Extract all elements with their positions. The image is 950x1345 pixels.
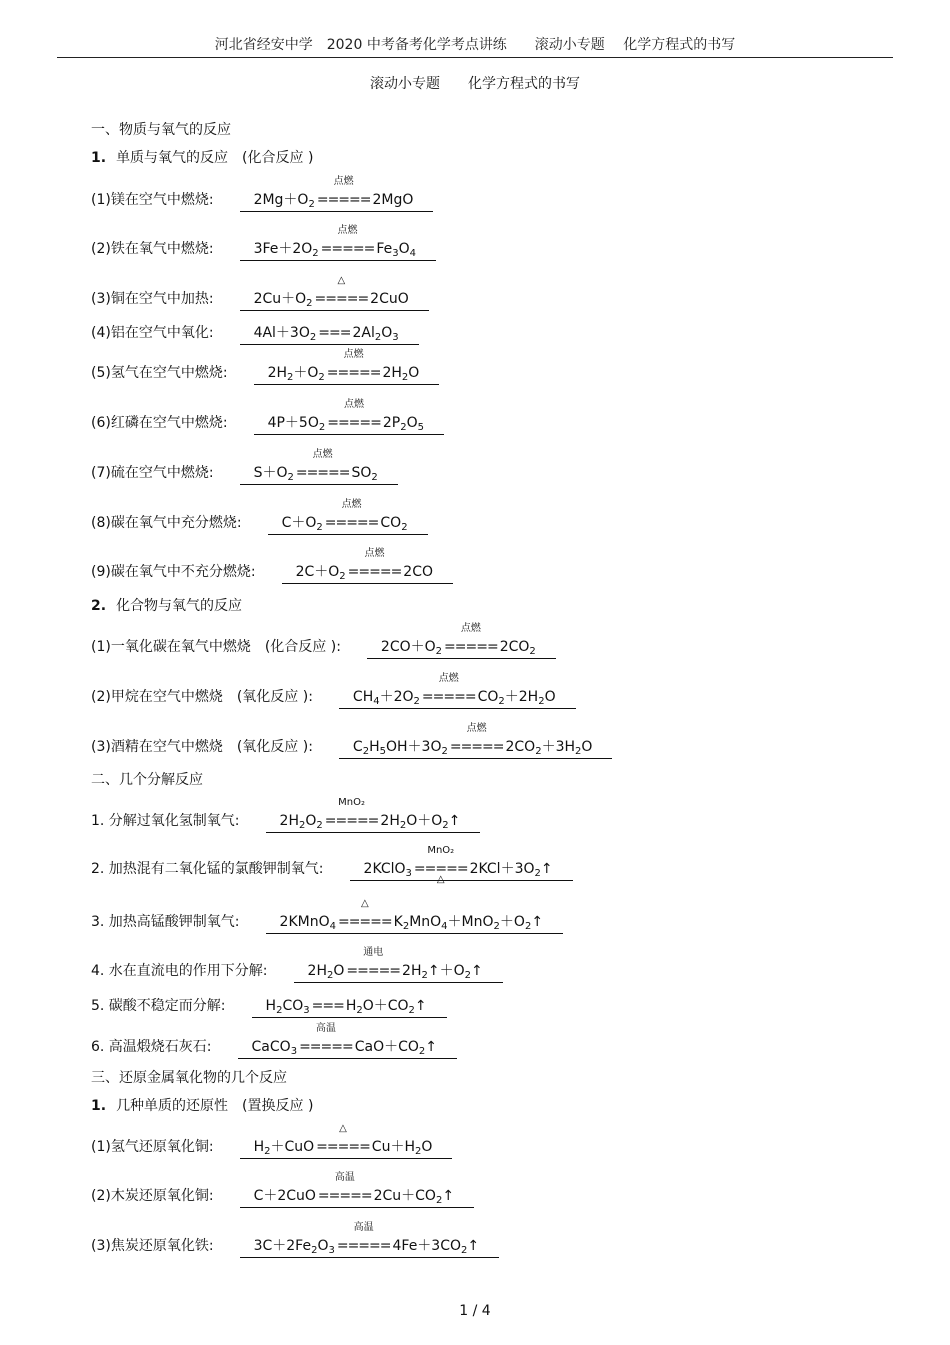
formula-text: ↑ [425, 1039, 437, 1055]
formula-text: 2CO [505, 739, 536, 755]
equals-sign: ===== [346, 963, 401, 979]
answer-equation [254, 399, 444, 435]
answer-equation [254, 349, 440, 385]
equation-item [91, 723, 612, 759]
equation-item [91, 1023, 457, 1059]
formula-text: H [345, 998, 357, 1014]
formula-text: H [369, 739, 380, 755]
formula-text: 2H [267, 365, 287, 381]
formula-text: ＋O [293, 365, 319, 381]
equation-item [91, 845, 573, 885]
subscript: 2 [374, 332, 382, 343]
subsection-number: 1. [91, 1098, 107, 1114]
formula-text: ↑ [540, 861, 553, 877]
section-heading [91, 771, 203, 789]
formula-text: SO [351, 465, 372, 481]
reaction-condition [315, 176, 373, 209]
question-prompt: 2. 加热混有二氧化锰的氯酸钾制氧气: [91, 861, 324, 877]
answer-equation [240, 1172, 474, 1208]
subscript: 2 [493, 921, 500, 932]
formula-text: 2CO＋O [380, 639, 436, 655]
formula-text: CO [282, 998, 304, 1014]
equation-item [91, 275, 429, 311]
subscript: 2 [311, 1245, 318, 1256]
question-prompt: 1. 分解过氧化氢制氧气: [91, 813, 240, 829]
formula-text: 2P [382, 415, 401, 431]
answer-equation [240, 225, 436, 261]
condition-label: MnO₂ [338, 797, 365, 808]
question-prompt: (1)氢气还原氧化铜: [91, 1139, 214, 1155]
subscript: 3 [328, 1245, 335, 1256]
answer-equation [268, 499, 428, 535]
reaction-condition [442, 623, 500, 656]
subscript: 2 [306, 298, 313, 309]
reaction-condition [344, 947, 402, 980]
answer-equation [238, 1023, 457, 1059]
reaction-condition [448, 723, 506, 756]
subsection-heading [91, 149, 313, 167]
subscript: 2 [413, 696, 420, 707]
subscript: 2 [534, 868, 541, 879]
condition-label: 点燃 [344, 399, 365, 410]
subsection-number: 1. [91, 150, 107, 166]
subsection-label: 单质与氧气的反应 (化合反应 ) [116, 150, 314, 166]
section-label: 二、几个分解反应 [91, 772, 203, 788]
subscript: 2 [308, 199, 315, 210]
equals-sign: ===== [320, 241, 375, 257]
reaction-condition [336, 898, 394, 931]
subscript: 2 [402, 921, 410, 932]
formula-text: 2KMnO [279, 914, 330, 930]
formula-text: 2KCl＋3O [469, 861, 535, 877]
equation-item [91, 399, 444, 435]
question-prompt: 4. 水在直流电的作用下分解: [91, 963, 268, 979]
formula-text: O＋O [406, 813, 443, 829]
subscript: 4 [373, 696, 380, 707]
subscript: 2 [316, 820, 323, 831]
formula-text: ＋2H [504, 689, 539, 705]
equation-item [91, 324, 419, 345]
subscript: 2 [538, 696, 545, 707]
formula-text: O＋CO [362, 998, 409, 1014]
subscript: 2 [339, 571, 346, 582]
subscript: 2 [362, 746, 370, 757]
question-prompt: (2)木炭还原氧化铜: [91, 1188, 214, 1204]
question-prompt: (2)甲烷在空气中燃烧 (氧化反应 ): [91, 689, 313, 705]
subsection-label: 几种单质的还原性 (置换反应 ) [116, 1098, 314, 1114]
formula-text: ↑ [448, 813, 461, 829]
subscript: 2 [408, 1005, 415, 1016]
formula-text: OH＋3O [385, 739, 442, 755]
subscript: 2 [401, 372, 409, 383]
condition-label: 点燃 [337, 225, 358, 236]
formula-text: H [265, 998, 277, 1014]
equals-sign: ===== [316, 1139, 370, 1155]
formula-text: ＋O [499, 914, 525, 930]
answer-equation [339, 673, 576, 709]
equation-item [91, 797, 480, 833]
equals-sign: ===== [449, 739, 504, 755]
answer-equation [282, 548, 453, 584]
subscript: 5 [379, 746, 386, 757]
reaction-condition [313, 275, 371, 308]
answer-equation [240, 324, 419, 345]
formula-text: CH [352, 689, 374, 705]
formula-text: O [581, 739, 593, 755]
reaction-condition [412, 845, 470, 885]
equation-item [91, 673, 576, 709]
condition-label: 点燃 [438, 673, 459, 684]
formula-text: 4P＋5O [267, 415, 319, 431]
equals-sign: === [311, 998, 344, 1014]
subscript: 4 [329, 921, 336, 932]
equals-sign: ===== [299, 1039, 353, 1055]
section-label: 一、物质与氧气的反应 [91, 122, 231, 138]
formula-text: ＋CuO [270, 1139, 315, 1155]
formula-text: 2KClO [363, 861, 406, 877]
equals-sign: ===== [336, 1238, 391, 1254]
formula-text: CO [380, 515, 402, 531]
equals-sign: ===== [316, 192, 371, 208]
header-rule [57, 57, 893, 58]
question-prompt: (2)铁在氧气中燃烧: [91, 241, 214, 257]
subscript: 2 [535, 746, 542, 757]
equals-sign: ===== [314, 291, 369, 307]
subscript: 3 [405, 868, 412, 879]
answer-equation [294, 947, 503, 983]
subscript: 2 [418, 1046, 426, 1057]
formula-text: 2H [380, 813, 400, 829]
equals-sign: ===== [317, 1188, 372, 1204]
equation-item [91, 176, 433, 212]
formula-text: 2CO [403, 564, 433, 580]
equals-sign: ===== [444, 639, 498, 655]
formula-text: ↑ [414, 998, 427, 1014]
reaction-condition [323, 797, 381, 830]
condition-label: △ [337, 275, 346, 286]
formula-text: O [317, 1238, 329, 1254]
answer-equation [350, 845, 573, 885]
equation-item [91, 548, 453, 584]
subscript: 2 [421, 970, 428, 981]
formula-text: 2H [382, 365, 402, 381]
formula-text: C [352, 739, 363, 755]
equation-item [91, 225, 436, 261]
question-prompt: 6. 高温煅烧石灰石: [91, 1039, 212, 1055]
subscript: 2 [401, 522, 408, 533]
question-prompt: (7)硫在空气中燃烧: [91, 465, 214, 481]
question-prompt: (8)碳在氧气中充分燃烧: [91, 515, 242, 531]
formula-text: 2Cu＋O [253, 291, 307, 307]
formula-text: O [421, 1139, 433, 1155]
subscript: 2 [316, 522, 323, 533]
formula-text: 4Fe＋3CO [392, 1238, 462, 1254]
formula-text: Cu＋H [371, 1139, 415, 1155]
subsection-heading [91, 1097, 313, 1115]
subsection-label: 化合物与氧气的反应 [116, 598, 243, 614]
condition-label: MnO₂ [427, 845, 455, 856]
subscript: 2 [498, 696, 505, 707]
condition-label: △ [339, 1123, 347, 1134]
equation-item [91, 1172, 474, 1208]
subscript: 2 [435, 1195, 443, 1206]
formula-text: 2Cu＋CO [373, 1188, 436, 1204]
subscript: 3 [290, 1046, 298, 1057]
formula-text: Fe [376, 241, 393, 257]
reaction-condition [319, 225, 377, 258]
formula-text: S＋O [253, 465, 288, 481]
subscript: 2 [399, 820, 407, 831]
formula-text: O [381, 325, 393, 341]
equals-sign: ===== [347, 564, 402, 580]
subscript: 2 [442, 820, 449, 831]
formula-text: 4Al＋3O [253, 325, 310, 341]
question-prompt: (4)铝在空气中氧化: [91, 325, 214, 341]
formula-text: 2H [307, 963, 327, 979]
condition-label: 点燃 [341, 499, 362, 510]
formula-text: 2MgO [372, 192, 414, 208]
formula-text: C＋O [281, 515, 317, 531]
answer-equation [240, 449, 398, 485]
equals-sign: ===== [421, 689, 476, 705]
equation-item [91, 449, 398, 485]
condition-label-below: △ [436, 874, 445, 885]
formula-text: 2CO [499, 639, 530, 655]
question-prompt: (9)碳在氧气中不充分燃烧: [91, 564, 256, 580]
subsection-number: 2. [91, 598, 107, 614]
formula-text: 2Al [352, 325, 375, 341]
equation-item [91, 499, 428, 535]
equation-item [91, 1222, 499, 1258]
subscript: 2 [524, 921, 532, 932]
subscript: 2 [400, 422, 407, 433]
condition-label: 点燃 [333, 176, 354, 187]
answer-equation [252, 997, 447, 1018]
subscript: 2 [326, 970, 334, 981]
document-title: 滚动小专题 化学方程式的书写 [370, 76, 580, 92]
equation-item [91, 947, 503, 983]
subscript: 2 [318, 422, 326, 433]
condition-label: △ [360, 898, 369, 909]
subscript: 2 [461, 1245, 468, 1256]
formula-text: CO [477, 689, 499, 705]
formula-text: O [333, 963, 345, 979]
section-heading [91, 1069, 287, 1087]
formula-text: H [253, 1139, 265, 1155]
subscript: 2 [529, 646, 536, 657]
subscript: 4 [409, 248, 417, 259]
question-prompt: (5)氢气在空气中燃烧: [91, 365, 228, 381]
formula-text: O [406, 415, 418, 431]
equation-item [91, 623, 556, 659]
formula-text: ↑ [467, 1238, 480, 1254]
subscript: 2 [276, 1005, 283, 1016]
formula-text: 2C＋O [295, 564, 340, 580]
answer-equation [339, 723, 613, 759]
equals-sign: ===== [324, 515, 379, 531]
formula-text: 2H [279, 813, 299, 829]
page-number: 1 / 4 [459, 1303, 491, 1319]
formula-text: ↑＋O [427, 963, 465, 979]
equals-sign: ===== [327, 415, 381, 431]
subscript: 2 [312, 248, 319, 259]
reaction-condition [316, 324, 352, 342]
subscript: 3 [392, 248, 399, 259]
section-heading [91, 121, 231, 139]
answer-equation [240, 1123, 453, 1159]
question-prompt: (1)镁在空气中燃烧: [91, 192, 214, 208]
formula-text: O [305, 813, 317, 829]
subscript: 2 [435, 646, 443, 657]
reaction-condition [316, 1172, 374, 1205]
formula-text: CaCO [251, 1039, 291, 1055]
subscript: 3 [303, 1005, 310, 1016]
condition-label: 高温 [353, 1222, 374, 1233]
condition-label: 点燃 [466, 723, 487, 734]
reaction-condition [323, 499, 381, 532]
formula-text: MnO [409, 914, 442, 930]
question-prompt: (1)一氧化碳在氧气中燃烧 (化合反应 ): [91, 639, 341, 655]
answer-equation [367, 623, 556, 659]
question-prompt: 3. 加热高锰酸钾制氧气: [91, 914, 240, 930]
answer-equation [266, 797, 481, 833]
reaction-condition [335, 1222, 393, 1255]
formula-text: O [398, 241, 410, 257]
reaction-condition [325, 399, 383, 432]
formula-text: K [393, 914, 403, 930]
answer-equation [240, 176, 434, 212]
subscript: 2 [575, 746, 582, 757]
equation-item [91, 349, 439, 385]
equals-sign: ===== [413, 861, 468, 877]
formula-text: CaO＋CO [354, 1039, 419, 1055]
condition-label: 点燃 [460, 623, 481, 634]
subscript: 2 [414, 1146, 422, 1157]
formula-text: C＋2CuO [253, 1188, 316, 1204]
formula-text: 2CuO [370, 291, 409, 307]
answer-equation [266, 898, 564, 934]
subscript: 2 [318, 372, 325, 383]
equation-item [91, 1123, 452, 1159]
subsection-heading [91, 597, 242, 615]
question-prompt: (3)酒精在空气中燃烧 (氧化反应 ): [91, 739, 313, 755]
reaction-condition [325, 349, 383, 382]
answer-equation [240, 275, 429, 311]
formula-text: O [544, 689, 556, 705]
subscript: 5 [417, 422, 425, 433]
reaction-condition [420, 673, 478, 706]
page-header: 河北省经安中学 2020 中考备考化学考点讲练 滚动小专题 化学方程式的书写 [214, 37, 736, 53]
formula-text: ↑ [442, 1188, 455, 1204]
condition-label: 点燃 [364, 548, 385, 559]
formula-text: 3Fe＋2O [253, 241, 313, 257]
formula-text: 2Mg＋O [253, 192, 309, 208]
condition-label: 通电 [363, 947, 384, 958]
reaction-condition [314, 1123, 372, 1156]
reaction-condition [297, 1023, 355, 1056]
section-label: 三、还原金属氧化物的几个反应 [91, 1070, 287, 1086]
reaction-condition [346, 548, 404, 581]
subscript: 2 [371, 472, 378, 483]
condition-label: 点燃 [343, 349, 364, 360]
subscript: 3 [392, 332, 399, 343]
equals-sign: ===== [324, 813, 379, 829]
subscript: 2 [309, 332, 317, 343]
equation-item [91, 898, 563, 934]
formula-text: O [408, 365, 420, 381]
equals-sign: === [318, 325, 351, 341]
condition-label: 高温 [315, 1023, 336, 1034]
reaction-condition [294, 449, 352, 482]
formula-text: ↑ [470, 963, 483, 979]
condition-label: 高温 [334, 1172, 355, 1183]
subscript: 2 [356, 1005, 363, 1016]
formula-text: ↑ [531, 914, 544, 930]
equals-sign: ===== [326, 365, 381, 381]
answer-equation [240, 1222, 500, 1258]
subscript: 2 [298, 820, 306, 831]
equals-sign: ===== [337, 914, 392, 930]
subscript: 2 [264, 1146, 271, 1157]
equals-sign: ===== [295, 465, 350, 481]
formula-text: 3C＋2Fe [253, 1238, 312, 1254]
subscript: 2 [287, 472, 294, 483]
formula-text: ＋2O [379, 689, 414, 705]
condition-label: 点燃 [312, 449, 333, 460]
formula-text: 2H [402, 963, 422, 979]
formula-text: ＋MnO [447, 914, 494, 930]
question-prompt: (3)焦炭还原氧化铁: [91, 1238, 214, 1254]
subscript: 2 [441, 746, 448, 757]
subscript: 2 [287, 372, 294, 383]
subscript: 2 [464, 970, 471, 981]
question-prompt: 5. 碳酸不稳定而分解: [91, 998, 226, 1014]
formula-text: ＋3H [541, 739, 576, 755]
question-prompt: (3)铜在空气中加热: [91, 291, 214, 307]
subscript: 4 [441, 921, 448, 932]
reaction-condition [310, 997, 346, 1015]
equation-item [91, 997, 447, 1018]
question-prompt: (6)红磷在空气中燃烧: [91, 415, 228, 431]
